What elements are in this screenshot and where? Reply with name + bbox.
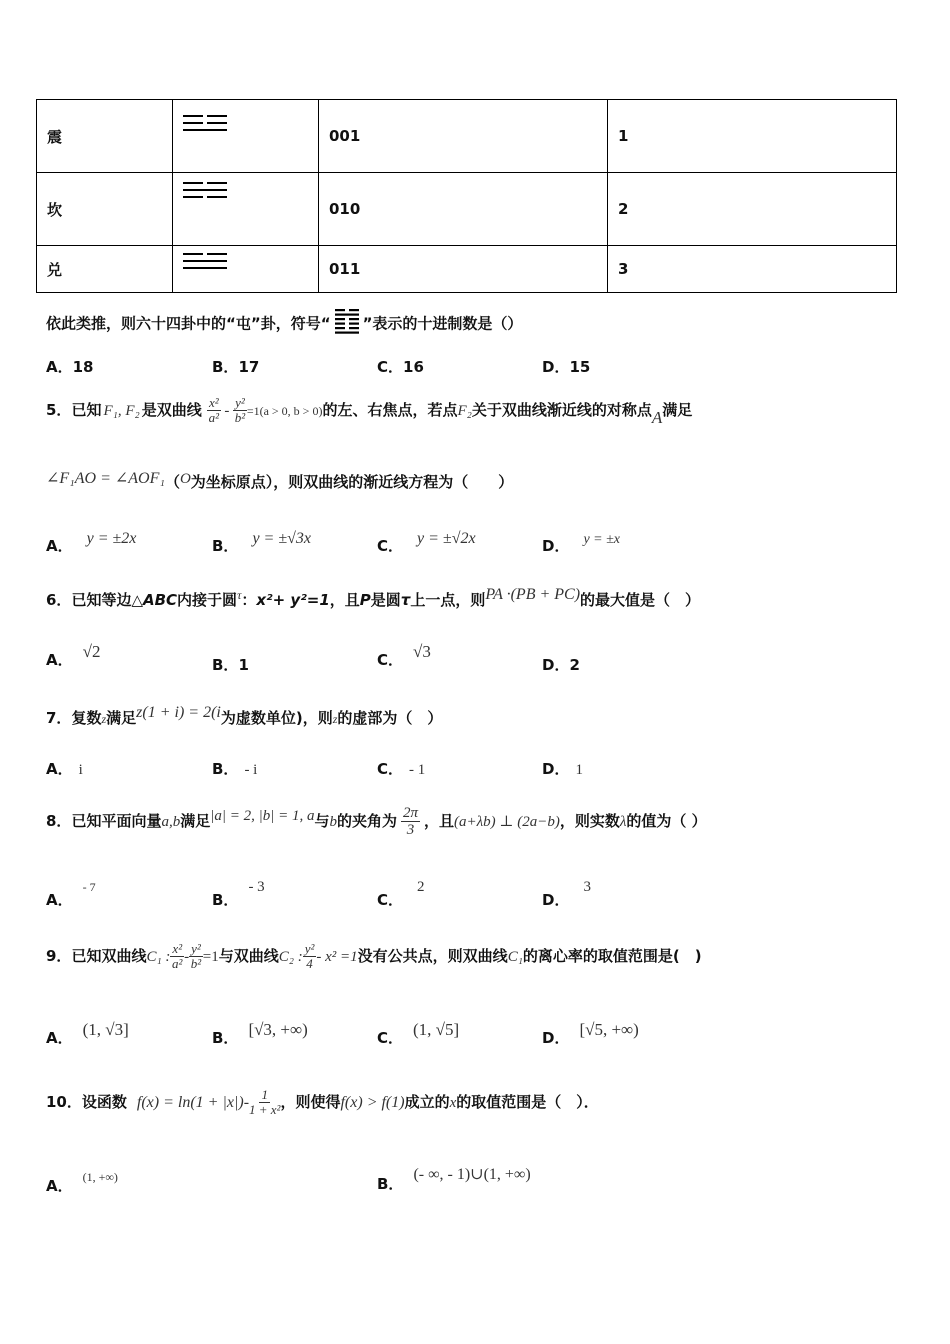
option-value: (1, √3] xyxy=(82,1020,129,1039)
trigram-table xyxy=(36,99,897,293)
q6-text: 上一点，则 xyxy=(410,591,486,609)
question-5-stem: 5．已知 F₁, F₂ 是双曲线 $\frac{\text{x²}}{\text{a²}}$ - $\frac{\text{y²}}{\text{b²}}$ =1(a > 0, b > 0)的左、右焦点，若点F₂关于双曲线渐近线的对称点A满足 xyxy=(46,394,693,427)
q5-f2: F₂ xyxy=(457,403,472,419)
q9-frac-y xyxy=(189,942,203,972)
q7-option-a[interactable] xyxy=(46,758,83,779)
q5-foci: F₁, F₂ xyxy=(103,403,140,419)
q8-number: 8． xyxy=(46,812,72,830)
q4-text-b: ”表示的十进制数是（） xyxy=(362,314,523,333)
q5-text: 是双曲线 xyxy=(141,401,202,419)
q8-text: 的夹角为 xyxy=(336,812,397,830)
q4-option-c[interactable] xyxy=(377,356,424,377)
option-label: C． xyxy=(377,651,404,669)
q10-option-b[interactable] xyxy=(377,1164,531,1194)
option-value: (1, +∞) xyxy=(82,1170,118,1184)
frac-den: a² xyxy=(208,410,219,425)
trigram-code: 010 xyxy=(319,173,608,246)
q10-text: ，则使得 xyxy=(280,1093,341,1111)
option-label: B． xyxy=(212,1029,239,1047)
q5-option-b[interactable] xyxy=(212,528,311,556)
q6-circle-equation: x²+ y²=1 xyxy=(256,591,330,609)
trigram-code: 001 xyxy=(319,100,608,173)
q10-number: 10． xyxy=(46,1093,82,1111)
option-value: y = ±√3x xyxy=(252,530,311,547)
q8-option-b[interactable] xyxy=(212,876,265,910)
question-7-stem xyxy=(46,704,442,728)
option-label: C． xyxy=(377,537,404,555)
q10-text: 的取值范围是（ ）． xyxy=(456,1093,599,1111)
frac-den: b² xyxy=(234,410,246,425)
q6-text: 的最大值是（ ） xyxy=(580,591,701,609)
q8-text: ，则实数 xyxy=(559,812,620,830)
q5-origin: O xyxy=(179,471,191,487)
q8-perpendicular-condition: (a+λb) ⊥ (2a−b) xyxy=(454,814,560,830)
option-value: 3 xyxy=(583,879,591,895)
q9-option-d[interactable] xyxy=(542,1020,639,1048)
q9-eq2-rest: - x² =1 xyxy=(316,949,358,965)
option-value: - i xyxy=(244,762,258,778)
q5-text: 满足 xyxy=(662,401,693,419)
option-label: C． xyxy=(377,358,404,376)
option-label: D． xyxy=(542,358,570,376)
option-value: - 1 xyxy=(409,762,426,778)
trigram-name: 兑 xyxy=(37,246,173,293)
q8-option-d[interactable] xyxy=(542,876,591,910)
q8-option-a[interactable] xyxy=(46,876,96,910)
q4-option-a[interactable] xyxy=(46,356,93,377)
q8-text: 的值为（ ） xyxy=(626,812,707,830)
q9-minus: - xyxy=(184,949,190,965)
q5-text: 已知 xyxy=(71,401,102,419)
q6-option-a[interactable] xyxy=(46,642,100,670)
frac-den: 3 xyxy=(406,822,415,838)
option-label: A． xyxy=(46,358,73,376)
option-label: B． xyxy=(212,760,239,778)
q8-text: 与 xyxy=(314,812,330,830)
q7-number: 7． xyxy=(46,709,72,727)
option-value: 2 xyxy=(569,656,580,674)
q8-text: ，且 xyxy=(424,812,455,830)
q7-z: z xyxy=(332,712,338,726)
q7-equation: z(1 + i) = 2(i xyxy=(136,704,221,721)
q5-text: （ xyxy=(164,473,180,491)
q10-function: f(x) = ln(1 + |x|)- xyxy=(136,1094,250,1111)
trigram-code: 011 xyxy=(319,246,608,293)
q5-point-a: A xyxy=(651,408,663,427)
trigram-value: 1 xyxy=(608,100,897,173)
option-label: D． xyxy=(542,760,570,778)
option-value: (- ∞, - 1)∪(1, +∞) xyxy=(413,1166,531,1183)
question-5-stem-2 xyxy=(46,468,513,492)
option-value: 17 xyxy=(238,358,260,376)
q8-text: 已知平面向量 xyxy=(71,812,162,830)
q7-text: 为虚数单位)，则 xyxy=(220,709,333,727)
q5-text: 关于双曲线渐近线的对称点 xyxy=(471,401,652,419)
q6-text: 已知等边△ xyxy=(71,591,143,609)
q10-x: x xyxy=(449,1095,457,1111)
q5-text: 为坐标原点），则双曲线的渐近线方程为（ ） xyxy=(190,473,514,491)
q7-text: 复数 xyxy=(71,709,102,727)
option-label: D． xyxy=(542,656,570,674)
q4-option-b[interactable] xyxy=(212,356,259,377)
table-row xyxy=(37,246,897,293)
option-value: y = ±2x xyxy=(86,530,137,547)
option-label: A． xyxy=(46,1177,73,1195)
q6-option-d[interactable] xyxy=(542,654,580,675)
frac-den: 1 + x² xyxy=(249,1102,281,1117)
q6-tau: τ xyxy=(400,591,411,609)
q10-option-a[interactable] xyxy=(46,1166,118,1196)
option-value: [√3, +∞) xyxy=(248,1020,308,1039)
q5-option-a[interactable] xyxy=(46,528,136,556)
frac-num: y² xyxy=(304,940,315,956)
q10-fraction xyxy=(249,1088,280,1118)
q7-option-d[interactable] xyxy=(542,758,583,779)
q6-text: ，且 xyxy=(329,591,360,609)
q6-vector-expression: PA ·(PB + PC) xyxy=(485,586,581,603)
option-value: 1 xyxy=(238,656,249,674)
option-label: A． xyxy=(46,651,73,669)
option-value: 15 xyxy=(569,358,591,376)
q5-number: 5． xyxy=(46,401,72,419)
q6-option-b[interactable] xyxy=(212,654,249,675)
q5-text: 的左、右焦点，若点 xyxy=(322,401,458,419)
q9-option-a[interactable] xyxy=(46,1020,129,1048)
q7-z: z xyxy=(101,712,107,726)
option-value: √2 xyxy=(82,642,101,661)
option-value: 2 xyxy=(417,879,425,895)
option-value: i xyxy=(78,762,83,778)
option-value: √3 xyxy=(413,642,431,661)
q6-text: ： xyxy=(241,591,257,609)
q9-c1: C₁ xyxy=(507,949,523,965)
q9-text: 的离心率的取值范围是( ) xyxy=(522,947,702,965)
q8-text: 满足 xyxy=(180,812,211,830)
q9-option-c[interactable] xyxy=(377,1020,459,1048)
option-label: B． xyxy=(212,891,239,909)
option-label: A． xyxy=(46,537,73,555)
frac-den: 4 xyxy=(306,956,313,971)
q5-eq-condition: =1(a > 0, b > 0) xyxy=(246,404,323,418)
q5-angle-condition: ∠F₁AO = ∠AOF₁ xyxy=(46,470,165,487)
trigram-symbol xyxy=(173,100,319,173)
frac-den: a² xyxy=(172,956,183,971)
q7-text: 的虚部为（ ） xyxy=(337,709,443,727)
option-value: 16 xyxy=(403,358,424,376)
question-4-stem xyxy=(46,308,522,340)
q8-magnitudes: |a| = 2, |b| = 1, a xyxy=(210,808,315,824)
option-value: y = ±x xyxy=(583,532,621,547)
q8-vector-b: b xyxy=(329,814,337,830)
trigram-dui-icon xyxy=(183,253,308,269)
q10-text: 成立的 xyxy=(404,1093,450,1111)
option-value: y = ±√2x xyxy=(417,530,476,547)
q7-text: 满足 xyxy=(106,709,137,727)
frac-den: b² xyxy=(190,956,202,971)
q9-c2: C₂ : xyxy=(278,949,303,965)
trigram-symbol xyxy=(173,246,319,293)
option-label: D． xyxy=(542,537,570,555)
q8-vectors: a,b xyxy=(161,814,181,830)
option-label: D． xyxy=(542,1029,570,1047)
q6-number: 6． xyxy=(46,591,72,609)
q8-angle-fraction xyxy=(401,805,420,839)
option-label: A． xyxy=(46,760,73,778)
option-label: C． xyxy=(377,1029,404,1047)
frac-num: x² xyxy=(172,940,183,956)
option-value: [√5, +∞) xyxy=(579,1020,639,1039)
q9-text: 已知双曲线 xyxy=(71,947,147,965)
frac-num: y² xyxy=(191,940,201,956)
option-label: C． xyxy=(377,891,404,909)
q6-tau: τ xyxy=(237,588,242,602)
q9-frac-x xyxy=(170,942,184,972)
option-value: (1, √5] xyxy=(413,1020,460,1039)
q5-frac-x xyxy=(207,396,221,426)
q9-number: 9． xyxy=(46,947,72,965)
trigram-zhen-icon xyxy=(183,115,308,131)
frac-num: x² xyxy=(208,394,219,410)
option-label: A． xyxy=(46,891,73,909)
question-9-stem xyxy=(46,936,702,977)
question-8-stem xyxy=(46,796,707,842)
q9-eq1: =1 xyxy=(202,949,219,965)
q6-text: 内接于圆 xyxy=(177,591,238,609)
q4-option-d[interactable] xyxy=(542,356,590,377)
option-label: B． xyxy=(212,656,239,674)
q9-text: 没有公共点，则双曲线 xyxy=(357,947,508,965)
hexagram-zhun-icon xyxy=(335,308,359,340)
frac-num: y² xyxy=(235,394,245,410)
trigram-name: 坎 xyxy=(37,173,173,246)
option-label: B． xyxy=(377,1175,404,1193)
option-value: - 7 xyxy=(82,880,96,894)
q9-c1: C₁ : xyxy=(146,949,171,965)
q6-point-p: P xyxy=(359,591,371,609)
trigram-name: 震 xyxy=(37,100,173,173)
option-label: B． xyxy=(212,537,239,555)
option-label: C． xyxy=(377,760,404,778)
q5-frac-y xyxy=(233,396,247,426)
q4-text-a: 依此类推，则六十四卦中的“屯”卦，符号“ xyxy=(46,314,331,333)
option-label: A． xyxy=(46,1029,73,1047)
q6-triangle: ABC xyxy=(142,591,178,609)
question-6-stem xyxy=(46,586,700,610)
q9-option-b[interactable] xyxy=(212,1020,308,1048)
q5-option-d[interactable] xyxy=(542,528,620,556)
q8-option-c[interactable] xyxy=(377,876,425,910)
q5-option-c[interactable] xyxy=(377,528,476,556)
option-label: B． xyxy=(212,358,239,376)
q9-frac-y2 xyxy=(303,942,317,972)
table-row xyxy=(37,173,897,246)
trigram-value: 2 xyxy=(608,173,897,246)
q10-inequality: f(x) > f(1) xyxy=(340,1094,405,1111)
option-value: 18 xyxy=(72,358,94,376)
q8-lambda: λ xyxy=(619,814,627,830)
option-value: 1 xyxy=(575,762,583,778)
question-10-stem xyxy=(46,1082,599,1123)
q6-text: 是圆 xyxy=(370,591,401,609)
table-row xyxy=(37,100,897,173)
q7-option-c[interactable] xyxy=(377,758,425,779)
trigram-kan-icon xyxy=(183,182,308,198)
q9-text: 与双曲线 xyxy=(218,947,279,965)
q6-option-c[interactable] xyxy=(377,642,431,670)
option-label: D． xyxy=(542,891,570,909)
frac-num: 1 xyxy=(261,1086,268,1102)
frac-num: 2π xyxy=(403,804,419,821)
q7-option-b[interactable] xyxy=(212,758,257,779)
option-value: - 3 xyxy=(248,879,265,895)
trigram-symbol xyxy=(173,173,319,246)
trigram-value: 3 xyxy=(608,246,897,293)
q10-text: 设函数 xyxy=(81,1093,127,1111)
